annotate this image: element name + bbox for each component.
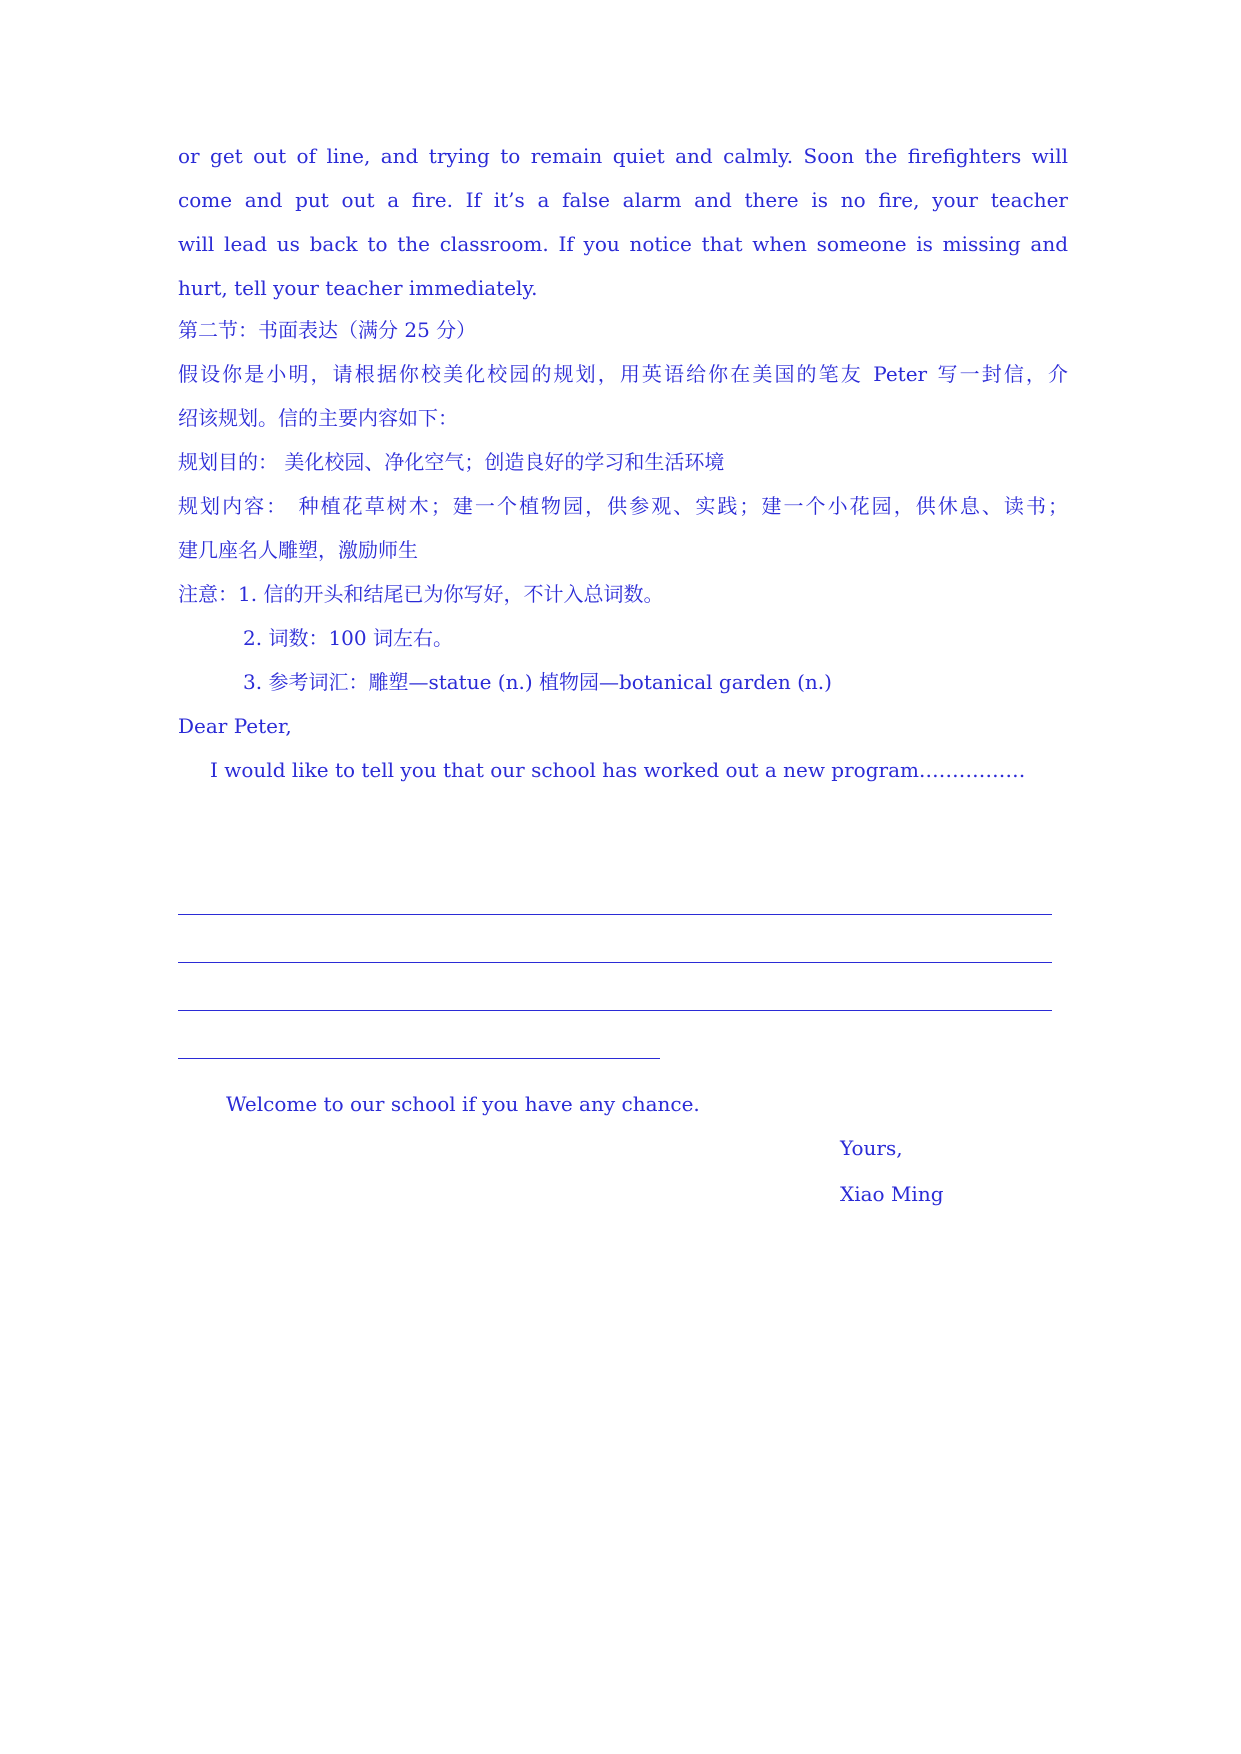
passage-line-4: hurt, tell your teacher immediately. (178, 276, 538, 300)
note-1: 注意：1. 信的开头和结尾已为你写好，不计入总词数。 (178, 582, 664, 606)
passage-line-1: or get out of line, and trying to remain quiet and calmly. Soon the firefighters will (178, 144, 1068, 168)
letter-signoff: Yours, (840, 1136, 903, 1160)
letter-closing: Welcome to our school if you have any chance. (226, 1092, 700, 1116)
section-title: 第二节：书面表达（满分 25 分） (178, 318, 477, 342)
passage-line-3: will lead us back to the classroom. If you notice that when someone is missing and (178, 232, 1068, 256)
answer-blank-line[interactable] (178, 962, 1052, 963)
letter-salutation: Dear Peter, (178, 714, 292, 738)
letter-opening: I would like to tell you that our school has worked out a new program.…………… (210, 758, 1026, 782)
note-3: 3. 参考词汇：雕塑—statue (n.) 植物园—botanical garden (n.) (243, 670, 832, 694)
answer-blank-line[interactable] (178, 1058, 660, 1059)
answer-blank-line[interactable] (178, 914, 1052, 915)
task-purpose: 规划目的： 美化校园、净化空气；创造良好的学习和生活环境 (178, 450, 725, 474)
task-line-1: 假设你是小明，请根据你校美化校园的规划，用英语给你在美国的笔友 Peter 写一封信，介 (178, 362, 1068, 386)
task-content-1: 规划内容： 种植花草树木；建一个植物园，供参观、实践；建一个小花园，供休息、读书； (178, 494, 1068, 518)
passage-line-2: come and put out a fire. If it’s a false alarm and there is no fire, your teacher (178, 188, 1068, 212)
task-line-2: 绍该规划。信的主要内容如下： (178, 406, 458, 430)
task-content-2: 建几座名人雕塑，激励师生 (178, 538, 418, 562)
answer-blank-line[interactable] (178, 1010, 1052, 1011)
note-2: 2. 词数：100 词左右。 (243, 626, 453, 650)
letter-signature: Xiao Ming (840, 1182, 944, 1206)
